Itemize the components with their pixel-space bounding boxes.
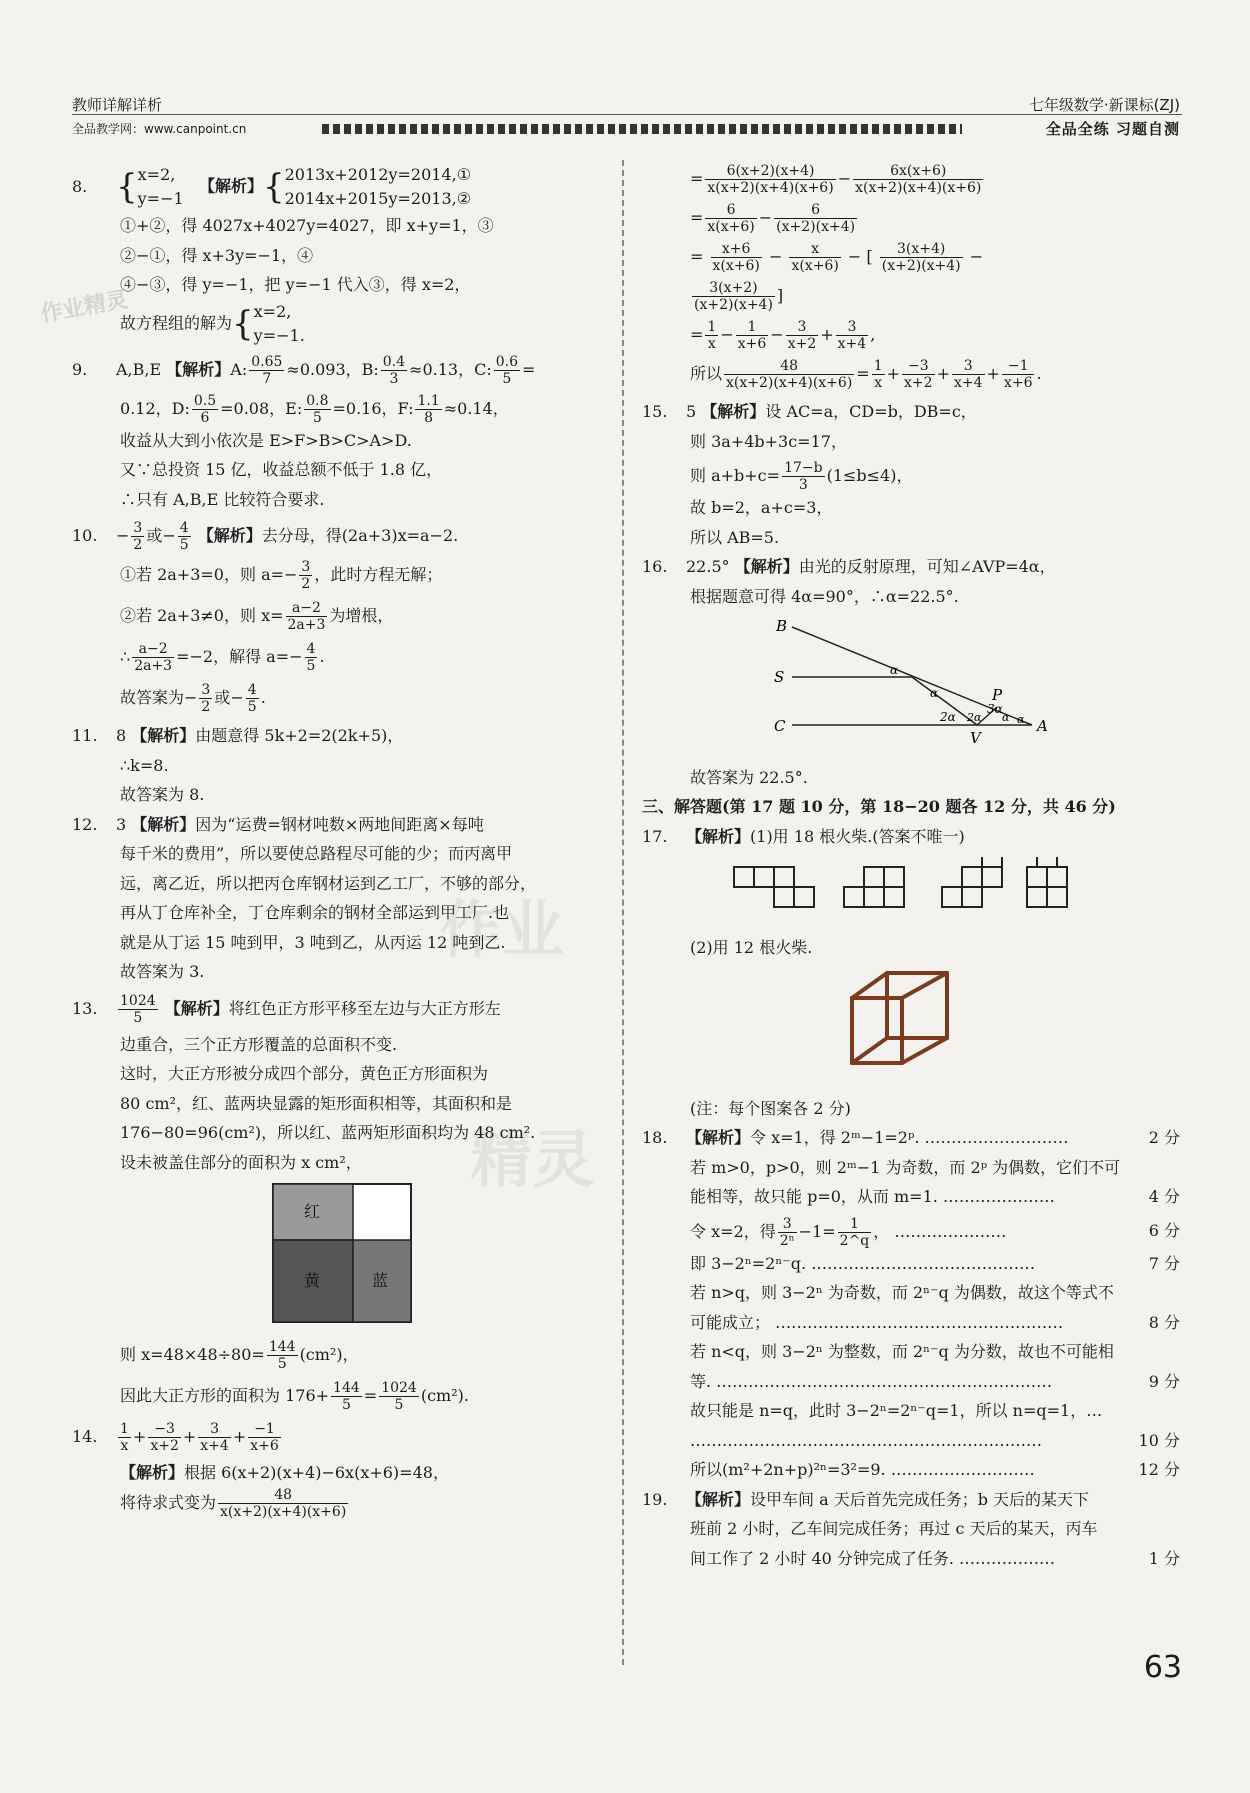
text-line: ………………………………………………………… 10 分 (690, 1430, 1180, 1450)
angle-label: 3α (987, 702, 1003, 716)
q14-line: 14. $\frac{1}{x}$ + $\frac{-3}{x+2}$ + $\frac{3}{x+4}$ + $\frac{-1}{x+6}$ (72, 1420, 279, 1454)
q13-line: 13. $\frac{1024}{5}$ 【解析】将红色正方形平移至左边与大正方形左 (72, 992, 501, 1026)
text-line: 【解析】根据 6(x+2)(x+4)−6x(x+6)=48， (120, 1462, 449, 1482)
text-line: 若 n<q，则 3−2ⁿ 为整数，而 2ⁿ⁻q 为分数，故也不可能相 (690, 1342, 1114, 1361)
text-line: 故答案为 3. (120, 962, 205, 981)
left-column (72, 163, 612, 1520)
q11-line: 11. 8 【解析】由题意得 5k+2=2(2k+5)， (72, 726, 404, 745)
text-line: 176−80=96(cm²)，所以红、蓝两矩形面积均为 48 cm². (120, 1123, 536, 1142)
text-line: 故方程组的解为{x=2, y=−1. (120, 301, 305, 345)
label-P: P (992, 686, 1003, 704)
header-right-title: 七年级数学·新课标(ZJ) (1028, 96, 1180, 114)
text-line: 边重合，三个正方形覆盖的总面积不变. (120, 1034, 398, 1054)
header-stripe (322, 124, 962, 134)
q12-line: 12. 3 【解析】因为“运费=钢材吨数×两地间距离×每吨 (72, 814, 484, 834)
text-line: 故答案为 8. (120, 785, 205, 804)
text-line: 设未被盖住部分的面积为 x cm²， (120, 1152, 362, 1172)
watermark-stamp: 作业精灵 (38, 287, 130, 328)
q16-line: 16. 22.5° 【解析】由光的反射原理，可知∠AVP=4α， (642, 557, 1056, 576)
header-left-title: 教师详解详析 (72, 96, 163, 114)
q19-line: 19. 【解析】设甲车间 a 天后首先完成任务；b 天后的某天下 (642, 1489, 1090, 1509)
section-heading: 三、解答题(第 17 题 10 分，第 18−20 题各 12 分，共 46 分) (642, 797, 1116, 816)
text-line: ①+②，得 4027x+4027y=4027，即 x+y=1，③ (120, 216, 494, 235)
q17-line: 17. 【解析】(1)用 18 根火柴.(答案不唯一) (642, 826, 965, 846)
angle-label: α (1002, 711, 1010, 724)
text-line: 即 3−2ⁿ=2ⁿ⁻q. …………………………………… 7 分 (690, 1253, 1180, 1273)
text-line: 令 x=2，得 $\frac{3}{\text{2ⁿ}}$ −1= $\frac{1}{2\^{}q}$ ， ………………… 6 分 (690, 1215, 1180, 1249)
text-line: 则 3a+4b+3c=17， (690, 431, 847, 451)
text-line: ∴ $\frac{a-2}{2a+3}$ =−2，解得 a=− $\frac{4}{5}$ . (120, 641, 325, 674)
angle-label: 2α (940, 710, 956, 724)
label-V: V (970, 729, 981, 747)
text-line: 故答案为− $\frac{3}{2}$ 或− $\frac{4}{5}$ . (120, 682, 266, 715)
text-line: = $\frac{x+6}{x(x+6)}$ − $\frac{x}{x(x+6)}$ − [ $\frac{3(x+4)}{(x+2)(x+4)}$ − (690, 241, 984, 274)
square-diagram (272, 1183, 412, 1323)
text-line: (注：每个图案各 2 分) (690, 1098, 851, 1118)
text-line: ④−③，得 y=−1，把 y=−1 代入③，得 x=2， (120, 275, 471, 294)
text-line: 间工作了 2 小时 40 分钟完成了任务. ……………… 1 分 (690, 1548, 1180, 1568)
text-line: 就是从丁运 15 吨到甲，3 吨到乙，从丙运 12 吨到乙. (120, 932, 506, 952)
matchstick-shapes (642, 857, 1180, 927)
label-B: B (776, 617, 788, 635)
q8-line: 8. {x=2, y=−1 【解析】{2013x+2012y=2014,① 2014x+2015y=2013,② (72, 165, 472, 208)
text-line: 则 x=48×48÷80= $\frac{144}{5}$ (cm²)， (120, 1338, 359, 1372)
text-line: 故只能是 n=q，此时 3−2ⁿ=2ⁿ⁻q=1，所以 n=q=1，… (690, 1401, 1103, 1420)
square-figure (72, 1183, 612, 1333)
angle-label: α (1017, 713, 1025, 726)
label-A: A (1037, 717, 1048, 735)
text-line: 故答案为 22.5°. (690, 767, 808, 787)
text-line: (2)用 12 根火柴. (690, 937, 813, 957)
text-line: = $\frac{1}{x}$ − $\frac{1}{x+6}$ − $\frac{3}{x+2}$ + $\frac{3}{x+4}$ , (690, 319, 876, 352)
text-line: 能相等，故只能 p=0，从而 m=1. ………………… 4 分 (690, 1187, 1180, 1206)
text-line: = $\frac{6(x+2)(x+4)}{x(x+2)(x+4)(x+6)}$ − $\frac{6x(x+6)}{x(x+2)(x+4)(x+6)}$ (690, 163, 982, 196)
label-blue: 蓝 (372, 1271, 389, 1290)
text-line: 再从丁仓库补全，丁仓库剩余的钢材全部运到甲工厂.也 (120, 903, 510, 922)
label-red: 红 (304, 1202, 321, 1221)
text-line: = $\frac{6}{x(x+6)}$ − $\frac{6}{(x+2)(x+4)}$ (690, 202, 856, 235)
text-line: 0.12，D: $\frac{0.5}{6}$ =0.08，E: $\frac{0.8}{5}$ =0.16，F: $\frac{1.1}{8}$ ≈0.14， (120, 392, 509, 426)
watermark: 作业 (440, 893, 565, 966)
text-line: ①若 2a+3=0，则 a=− $\frac{3}{2}$ ，此时方程无解； (120, 559, 443, 592)
text-line: 这时，大正方形被分成四个部分，黄色正方形面积为 (120, 1064, 489, 1083)
matchstick-cube (642, 968, 1180, 1088)
q15-line: 15. 5 【解析】设 AC=a，CD=b，DB=c， (642, 402, 977, 421)
reflection-figure (642, 617, 1180, 757)
text-line: 若 n>q，则 3−2ⁿ 为奇数，而 2ⁿ⁻q 为偶数，故这个等式不 (690, 1283, 1114, 1302)
text-line: 故 b=2，a+c=3， (690, 498, 833, 517)
text-line: ∴只有 A,B,E 比较符合要求. (120, 489, 325, 509)
label-C: C (774, 717, 786, 735)
angle-label: α (890, 663, 899, 677)
text-line: 根据题意可得 4α=90°，∴α=22.5°. (690, 586, 959, 606)
matchstick-patterns (732, 857, 1082, 917)
text-line: 因此大正方形的面积为 176+ $\frac{144}{5}$ = $\frac{1024}{5}$ (cm²). (120, 1379, 469, 1413)
text-line: 80 cm²，红、蓝两块显露的矩形面积相等，其面积和是 (120, 1093, 512, 1113)
text-line: ∴k=8. (120, 755, 169, 775)
text-line: ②若 2a+3≠0，则 x= $\frac{a-2}{2a+3}$ 为增根， (120, 600, 394, 633)
text-line: 所以 AB=5. (690, 527, 780, 547)
right-column (642, 163, 1180, 1573)
q10-line: 10. − $\frac{3}{2}$ 或− $\frac{4}{5}$ 【解析】去分母，得(2a+3)x=a−2. (72, 520, 459, 553)
text-line: 班前 2 小时，乙车间完成任务；再过 c 天后的某天，丙车 (690, 1519, 1098, 1538)
header-rule (72, 114, 1182, 115)
angle-label: 2α (967, 711, 982, 724)
column-divider (622, 160, 624, 1665)
text-line: 所以 $\frac{48}{x(x+2)(x+4)(x+6)}$ = $\frac{1}{x}$ + $\frac{-3}{x+2}$ + $\frac{3}{x+4}$ + $\frac{-1}{x+6}$ . (690, 358, 1042, 391)
q18-line: 18. 【解析】令 x=1，得 2ᵐ−1=2ᵖ. ……………………… 2 分 (642, 1128, 1180, 1147)
angle-label: α (930, 686, 939, 700)
text-line: 每千米的费用”，所以要使总路程尽可能的少；而丙离甲 (120, 844, 513, 863)
text-line: $\frac{3(x+2)}{(x+2)(x+4)}$ ] (694, 280, 784, 313)
text-line: 所以(m²+2n+p)²ⁿ=3²=9. ……………………… 12 分 (690, 1460, 1180, 1479)
reflection-diagram (762, 617, 1062, 747)
label-S: S (774, 668, 785, 686)
cube-diagram (842, 968, 962, 1078)
text-line: 等. ……………………………………………………… 9 分 (690, 1371, 1180, 1391)
text-line: ②−①，得 x+3y=−1，④ (120, 245, 314, 265)
text-line: 将待求式变为 $\frac{48}{x(x+2)(x+4)(x+6)}$ (120, 1487, 347, 1520)
text-line: 又∵总投资 15 亿，收益总额不低于 1.8 亿， (120, 460, 443, 479)
text-line: 若 m>0，p>0，则 2ᵐ−1 为奇数，而 2ᵖ 为偶数，它们不可 (690, 1157, 1121, 1177)
label-yellow: 黄 (304, 1271, 321, 1290)
watermark: 精灵 (470, 1123, 595, 1196)
text-line: 则 a+b+c= $\frac{17-b}{3}$ (1≤b≤4)， (690, 460, 913, 493)
q9-line: 9. A,B,E 【解析】A: $\frac{0.65}{7}$ ≈0.093，B: $\frac{0.4}{3}$ ≈0.13，C: $\frac{0.6}{5}$ = (72, 353, 536, 387)
text-line: 可能成立； ……………………………………………… 8 分 (690, 1312, 1180, 1332)
header-brand: 全品全练 习题自测 (1045, 120, 1180, 138)
text-line: 收益从大到小依次是 E>F>B>C>A>D. (120, 430, 412, 450)
header-site: 全品教学网：www.canpoint.cn (72, 122, 247, 136)
text-line: 远，离乙近，所以把丙仓库钢材运到乙工厂，不够的部分， (120, 873, 537, 893)
page-number: 63 (1143, 1650, 1182, 1685)
